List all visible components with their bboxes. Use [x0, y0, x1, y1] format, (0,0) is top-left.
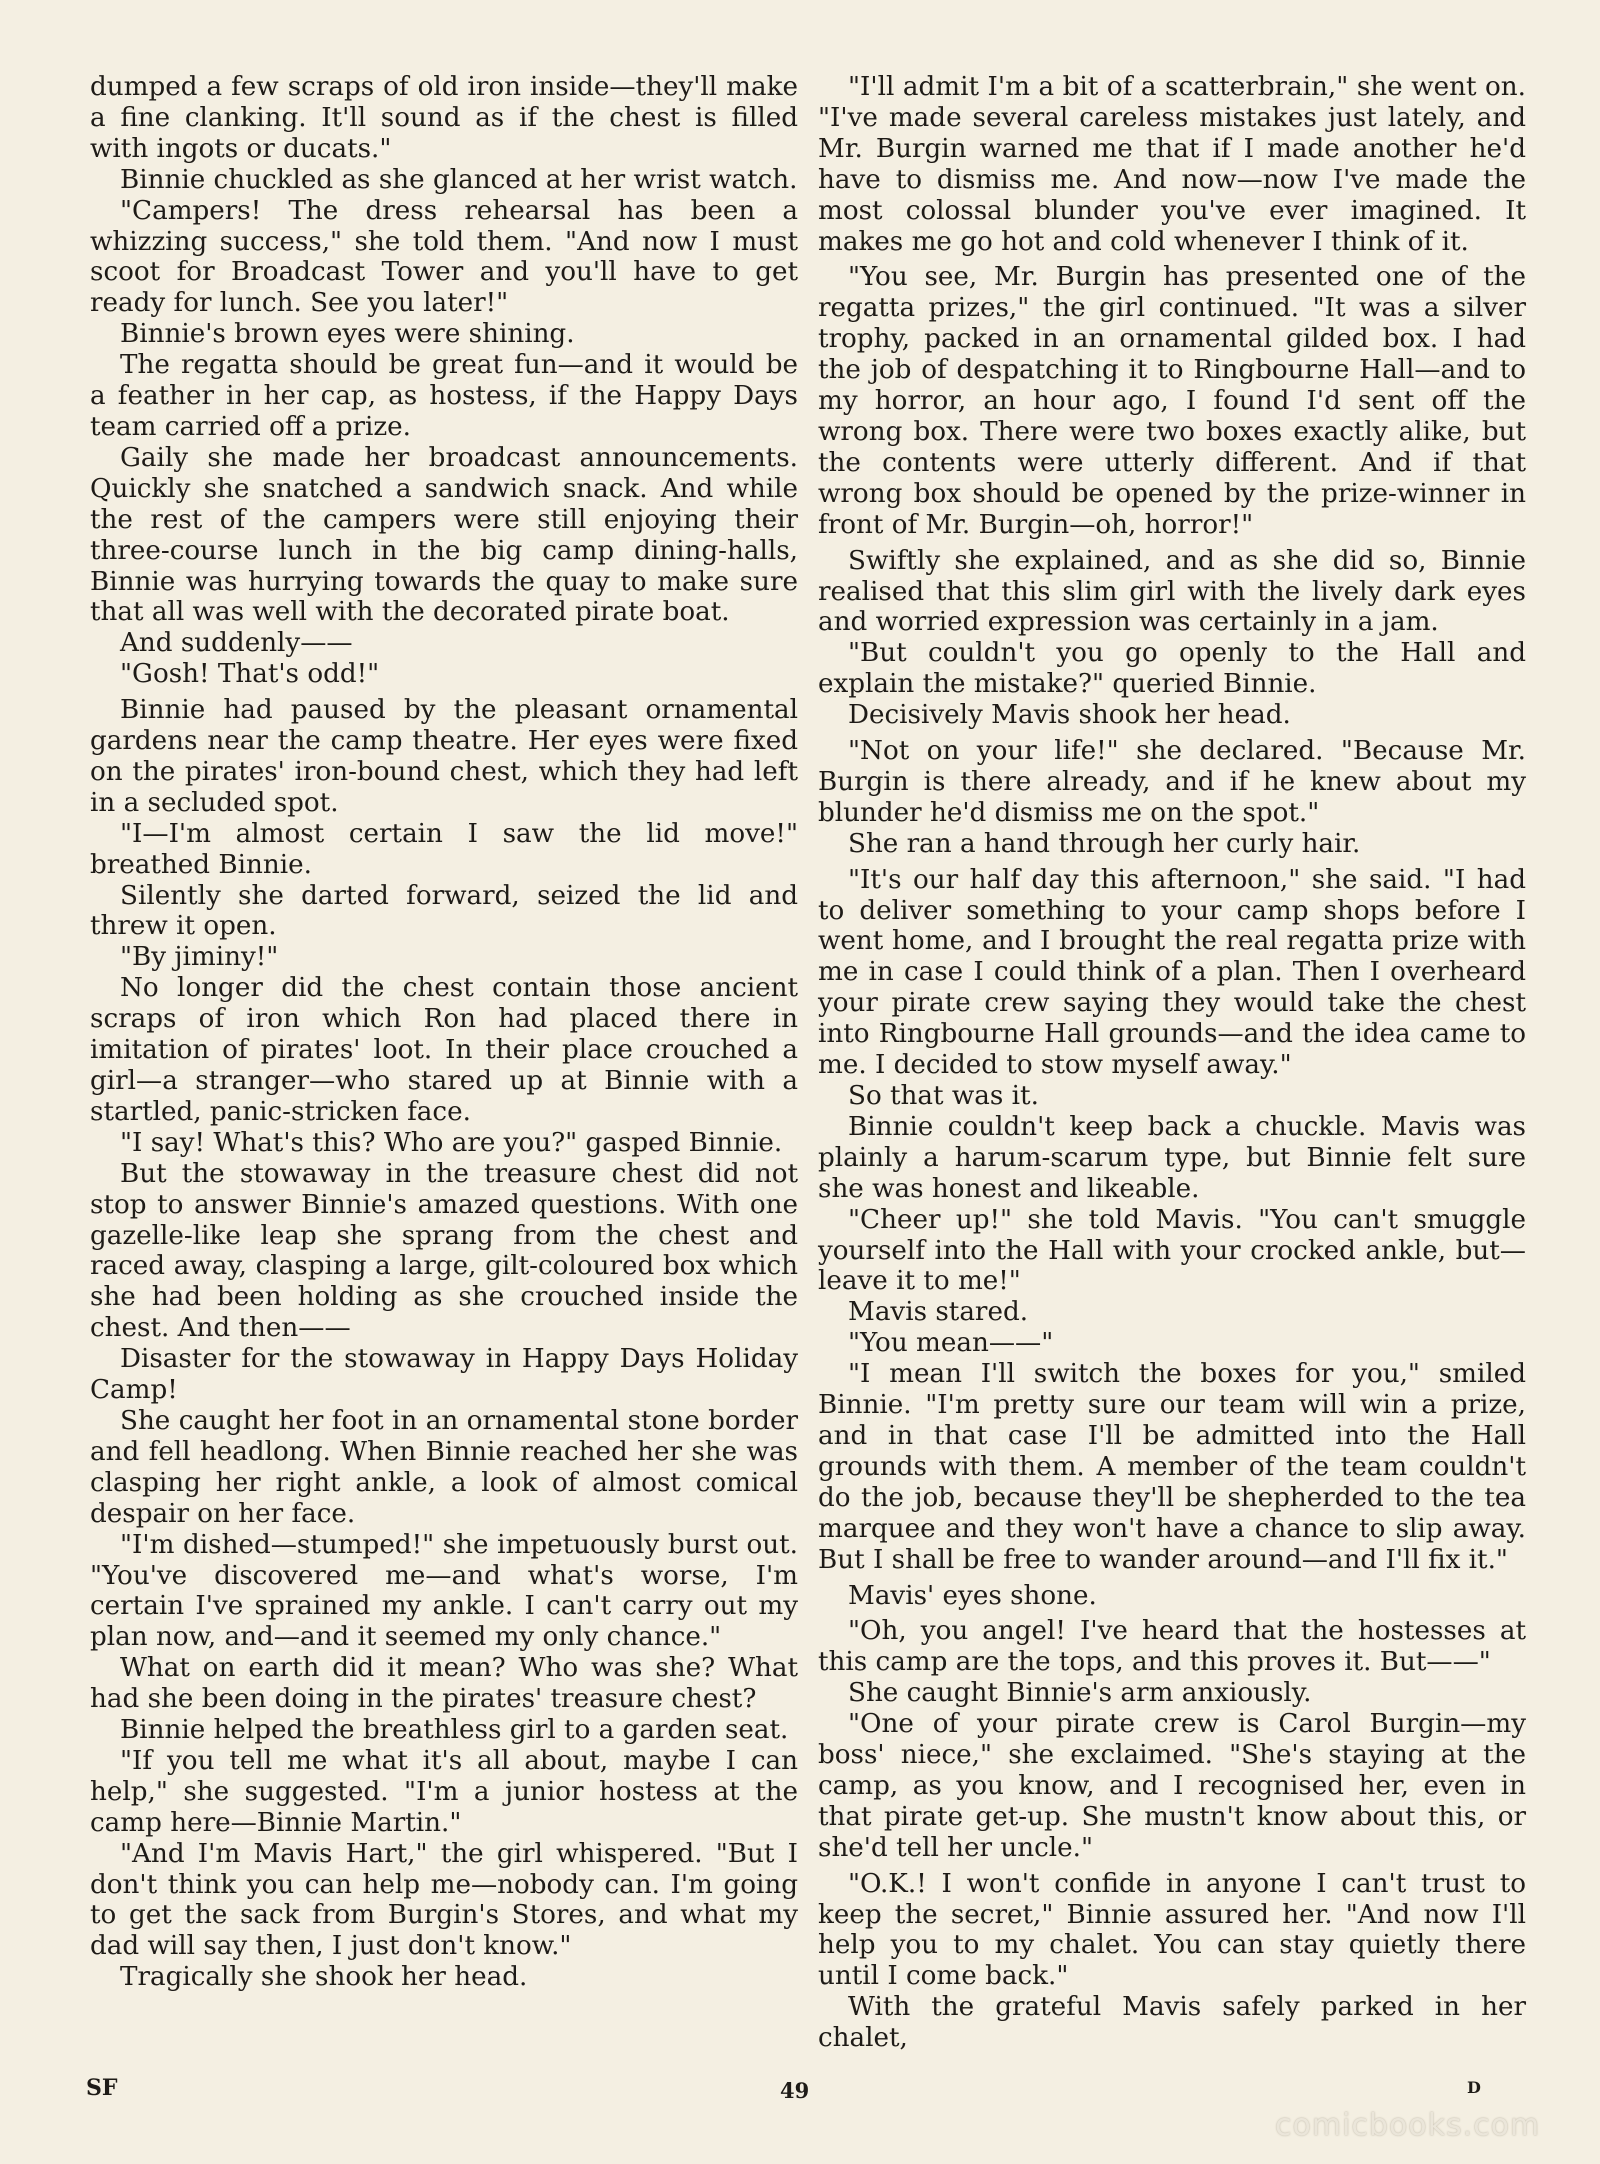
- paragraph: "One of your pirate crew is Carol Burgin—my boss' niece," she exclaimed. "She's staying at the camp, as you know, and I recognised her, even in that pirate get-up. She mustn't know about this, or she'd tell her uncle.": [818, 1709, 1526, 1863]
- paragraph: She caught her foot in an ornamental stone border and fell headlong. When Binnie reached her she was clasping her right ankle, a look of almost comical despair on her face.: [90, 1405, 798, 1529]
- paragraph: With the grateful Mavis safely parked in her chalet,: [818, 1992, 1526, 2054]
- paragraph: "You see, Mr. Burgin has presented one of the regatta prizes," the girl continued. "It was a silver trophy, packed in an ornamental gilded box. I had the job of despatching it to Ringbourne Hall—and to my horror, an hour ago, I found I'd sent off the wrong box. There were two boxes exactly alike, but the contents were utterly different. And if that wrong box should be opened by the prize-winner in front of Mr. Burgin—oh, horror!": [818, 262, 1526, 540]
- paragraph: "Campers! The dress rehearsal has been a whizzing success," she told them. "And now I must scoot for Broadcast Tower and you'll have to get ready for lunch. See you later!": [90, 195, 798, 319]
- paragraph: Mavis stared.: [848, 1297, 1029, 1328]
- paragraph: So that was it.: [848, 1081, 1039, 1111]
- paragraph: "I'll admit I'm a bit of a scatterbrain," she went on. "I've made several careless mistakes just lately, and Mr. Burgin warned me that if I made another he'd have to dismiss me. And now—now I've made the most colossal blunder you've ever imagined. It makes me go hot and cold whenever I think of it.: [818, 72, 1526, 257]
- paragraph: What on earth did it mean? Who was she? What had she been doing in the pirates' treasure chest?: [90, 1653, 798, 1715]
- paragraph: Binnie chuckled as she glanced at her wrist watch.: [120, 164, 798, 195]
- paragraph: "If you tell me what it's all about, maybe I can help," she suggested. "I'm a junior hostess at the camp here—Binnie Martin.": [90, 1745, 798, 1838]
- paragraph: Binnie's brown eyes were shining.: [120, 319, 575, 350]
- watermark: comicbooks.com: [1275, 2108, 1541, 2143]
- paragraph: "I—I'm almost certain I saw the lid move!" breathed Binnie.: [90, 818, 798, 880]
- paragraph: "I'm dished—stumped!" she impetuously burst out. "You've discovered me—and what's worse, I'm certain I've sprained my ankle. I can't carry out my plan now, and—and it seemed my only chance.": [90, 1529, 798, 1653]
- footer-letter: D: [1467, 2078, 1481, 2097]
- paragraph: Gaily she made her broadcast announcements. Quickly she snatched a sandwich snack. And while the rest of the campers were still enjoying their three-course lunch in the big camp dining-halls, Binnie was hurrying towards the quay to make sure that all was well with the decorated pirate boat.: [90, 442, 798, 628]
- paragraph: "O.K.! I won't confide in anyone I can't trust to keep the secret," Binnie assured her. "And now I'll help you to my chalet. You can stay quietly there until I come back.": [818, 1868, 1526, 1992]
- page-number: 49: [780, 2078, 810, 2103]
- paragraph: Mavis' eyes shone.: [848, 1580, 1097, 1611]
- right-column: [818, 72, 1526, 2054]
- paragraph: "You mean——": [848, 1328, 1054, 1359]
- paragraph: But the stowaway in the treasure chest did not stop to answer Binnie's amazed questions. With one gazelle-like leap she sprang from the chest and raced away, clasping a large, gilt-coloured box which she had been holding as she crouched inside the chest. And then——: [90, 1158, 798, 1344]
- paragraph: Disaster for the stowaway in Happy Days Holiday Camp!: [90, 1344, 798, 1406]
- paragraph: No longer did the chest contain those ancient scraps of iron which Ron had placed there in imitation of pirates' loot. In their place crouched a girl—a stranger—who stared up at Binnie with a startled, panic-stricken face.: [90, 973, 798, 1127]
- footer-code: SF: [86, 2075, 118, 2101]
- paragraph: Tragically she shook her head.: [120, 1962, 528, 1993]
- paragraph: "But couldn't you go openly to the Hall and explain the mistake?" queried Binnie.: [818, 638, 1526, 700]
- paragraph: Binnie had paused by the pleasant ornamental gardens near the camp theatre. Her eyes were fixed on the pirates' iron-bound chest, which they had left in a secluded spot.: [90, 695, 798, 818]
- paragraph: "It's our half day this afternoon," she said. "I had to deliver something to your camp shops before I went home, and I brought the real regatta prize with me in case I could think of a plan. Then I overheard your pirate crew saying they would take the chest into Ringbourne Hall grounds—and the idea came to me. I decided to stow myself away.": [818, 864, 1526, 1081]
- paragraph: "Oh, you angel! I've heard that the hostesses at this camp are the tops, and this proves it. But——": [818, 1616, 1526, 1678]
- paragraph: The regatta should be great fun—and it would be a feather in her cap, as hostess, if the Happy Days team carried off a prize.: [90, 350, 798, 442]
- paragraph: Binnie helped the breathless girl to a garden seat.: [120, 1715, 789, 1746]
- paragraph: Decisively Mavis shook her head.: [848, 700, 1291, 731]
- paragraph: And suddenly——: [120, 628, 353, 659]
- left-column: [90, 72, 798, 1993]
- paragraph: "Cheer up!" she told Mavis. "You can't smuggle yourself into the Hall with your crocked ankle, but—leave it to me!": [818, 1204, 1526, 1297]
- paragraph: "I mean I'll switch the boxes for you," smiled Binnie. "I'm pretty sure our team will win a prize, and in that case I'll be admitted into the Hall grounds with them. A member of the team couldn't do the job, because they'll be shepherded to the tea marquee and they won't have a chance to slip away. But I shall be free to wander around—and I'll fix it.": [818, 1359, 1526, 1575]
- paragraph: She caught Binnie's arm anxiously.: [848, 1678, 1312, 1709]
- paragraph: "By jiminy!": [120, 942, 279, 973]
- paragraph: Silently she darted forward, seized the lid and threw it open.: [90, 880, 798, 942]
- paragraph: dumped a few scraps of old iron inside—they'll make a fine clanking. It'll sound as if the chest is filled with ingots or ducats.": [90, 72, 798, 164]
- paragraph: She ran a hand through her curly hair.: [848, 828, 1361, 859]
- paragraph: "I say! What's this? Who are you?" gasped Binnie.: [120, 1127, 783, 1158]
- paragraph: "Gosh! That's odd!": [120, 659, 380, 690]
- paragraph: Swiftly she explained, and as she did so, Binnie realised that this slim girl with the lively dark eyes and worried expression was certainly in a jam.: [818, 545, 1526, 638]
- paragraph: Binnie couldn't keep back a chuckle. Mavis was plainly a harum-scarum type, but Binnie felt sure she was honest and likeable.: [818, 1111, 1526, 1204]
- paragraph: "Not on your life!" she declared. "Because Mr. Burgin is there already, and if he knew about my blunder he'd dismiss me on the spot.": [818, 736, 1526, 828]
- paragraph: "And I'm Mavis Hart," the girl whispered. "But I don't think you can help me—nobody can. I'm going to get the sack from Burgin's Stores, and what my dad will say then, I just don't know.": [90, 1838, 798, 1962]
